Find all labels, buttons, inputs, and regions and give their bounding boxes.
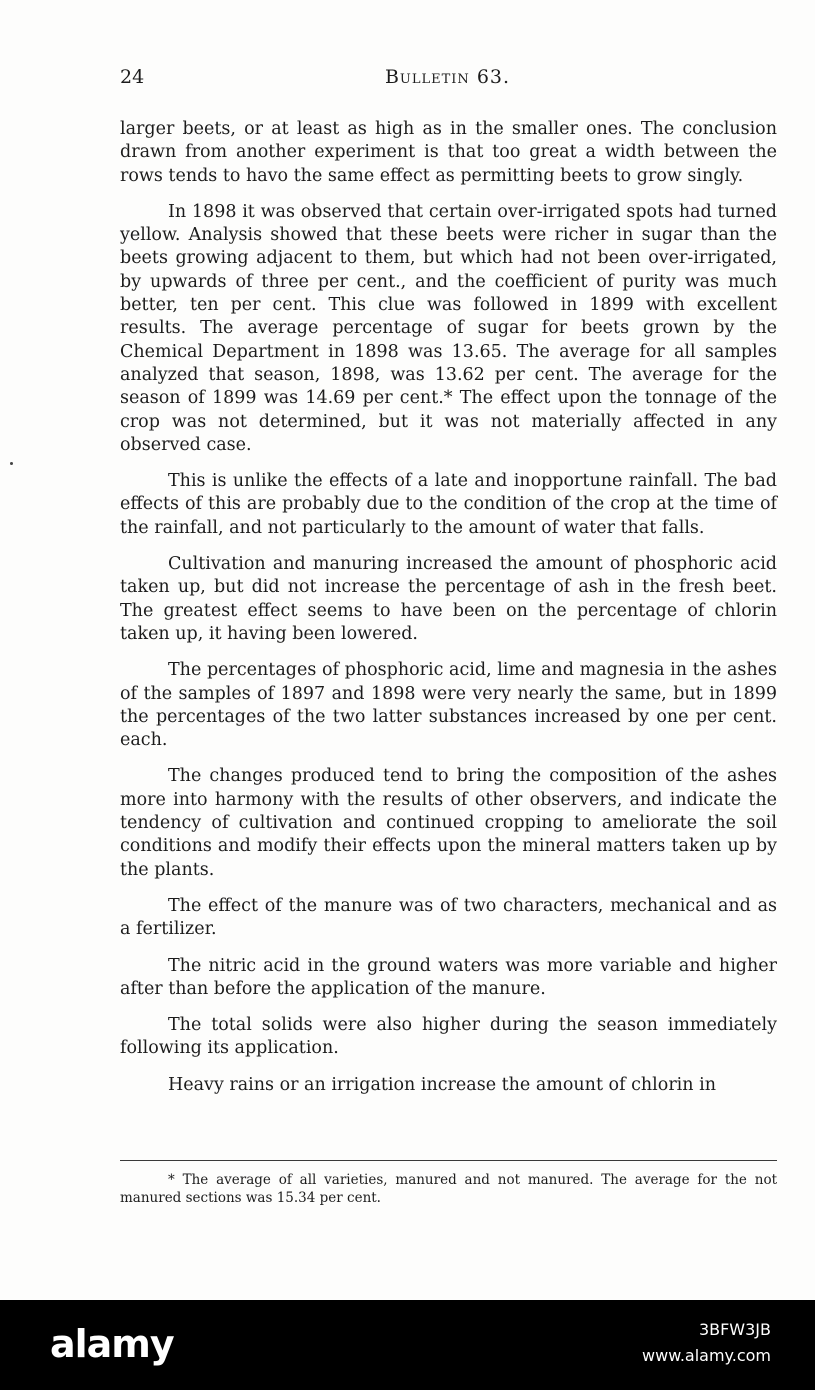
footnote-rule xyxy=(120,1160,777,1161)
watermark-banner xyxy=(0,1300,815,1390)
site-url: www.alamy.com xyxy=(642,1346,771,1365)
margin-speck xyxy=(10,462,13,465)
paragraph: The effect of the manure was of two characters, mechanical and as a fertilizer. xyxy=(120,895,777,940)
running-title: Bulletin 63. xyxy=(384,66,511,88)
paragraph: This is unlike the effects of a late and inopportune rainfall. The bad effects of this are probably due to the condition of the crop at the time of the rainfall, and not particularly to the amount of water that falls. xyxy=(120,471,777,538)
footnote: * The average of all varieties, manured and not manured. The average for the not manured sections was 15.34 per cent. xyxy=(120,1172,777,1206)
brand-logo: alamy xyxy=(50,1322,174,1366)
paragraph: The changes produced tend to bring the composition of the ashes more into harmony with the results of other observers, and indicate the tendency of cultivation and continued cropping to ameliorate the soil conditions and modify their effects upon the mineral matters taken up by the plants. xyxy=(120,766,777,880)
paragraph: The nitric acid in the ground waters was more variable and higher after than before the application of the manure. xyxy=(120,955,777,999)
paragraph-continued: larger beets, or at least as high as in the smaller ones. The conclusion drawn from another experiment is that too great a width between the rows tends to havo the same effect as permitting beets to grow singly. xyxy=(120,119,777,186)
paragraph: Cultivation and manuring increased the amount of phosphoric acid taken up, but did not increase the percentage of ash in the fresh beet. The greatest effect seems to have been on the percentage of chlorin taken up, it having been lowered. xyxy=(120,554,777,644)
paragraph: Heavy rains or an irrigation increase the amount of chlorin in xyxy=(168,1074,716,1095)
paragraph: The total solids were also higher during the season immediately following its application. xyxy=(120,1015,777,1059)
image-id: 3BFW3JB xyxy=(698,1320,771,1339)
page-number: 24 xyxy=(120,66,145,88)
paragraph: The percentages of phosphoric acid, lime and magnesia in the ashes of the samples of 1897 and 1898 were very nearly the same, but in 1899 the percentages of the two latter substances increased by one per cent. each. xyxy=(120,660,777,751)
body-text xyxy=(120,118,777,1110)
paragraph: In 1898 it was observed that certain over-irrigated spots had turned yellow. Analysis showed that these beets were richer in sugar than the beets growing adjacent to them, but which had not been over-irrigated, by upwards of three per cent., and the coefficient of purity was much better, ten per cent. This clue was followed in 1899 with excellent results. The average percentage of sugar for beets grown by the Chemical Department in 1898 was 13.65. The average for all samples analyzed that season, 1898, was 13.62 per cent. The average for the season of 1899 was 14.69 per cent.* The effect upon the tonnage of the crop was not determined, but it was not materially affected in any observed case. xyxy=(120,201,777,455)
page-header xyxy=(120,66,775,96)
